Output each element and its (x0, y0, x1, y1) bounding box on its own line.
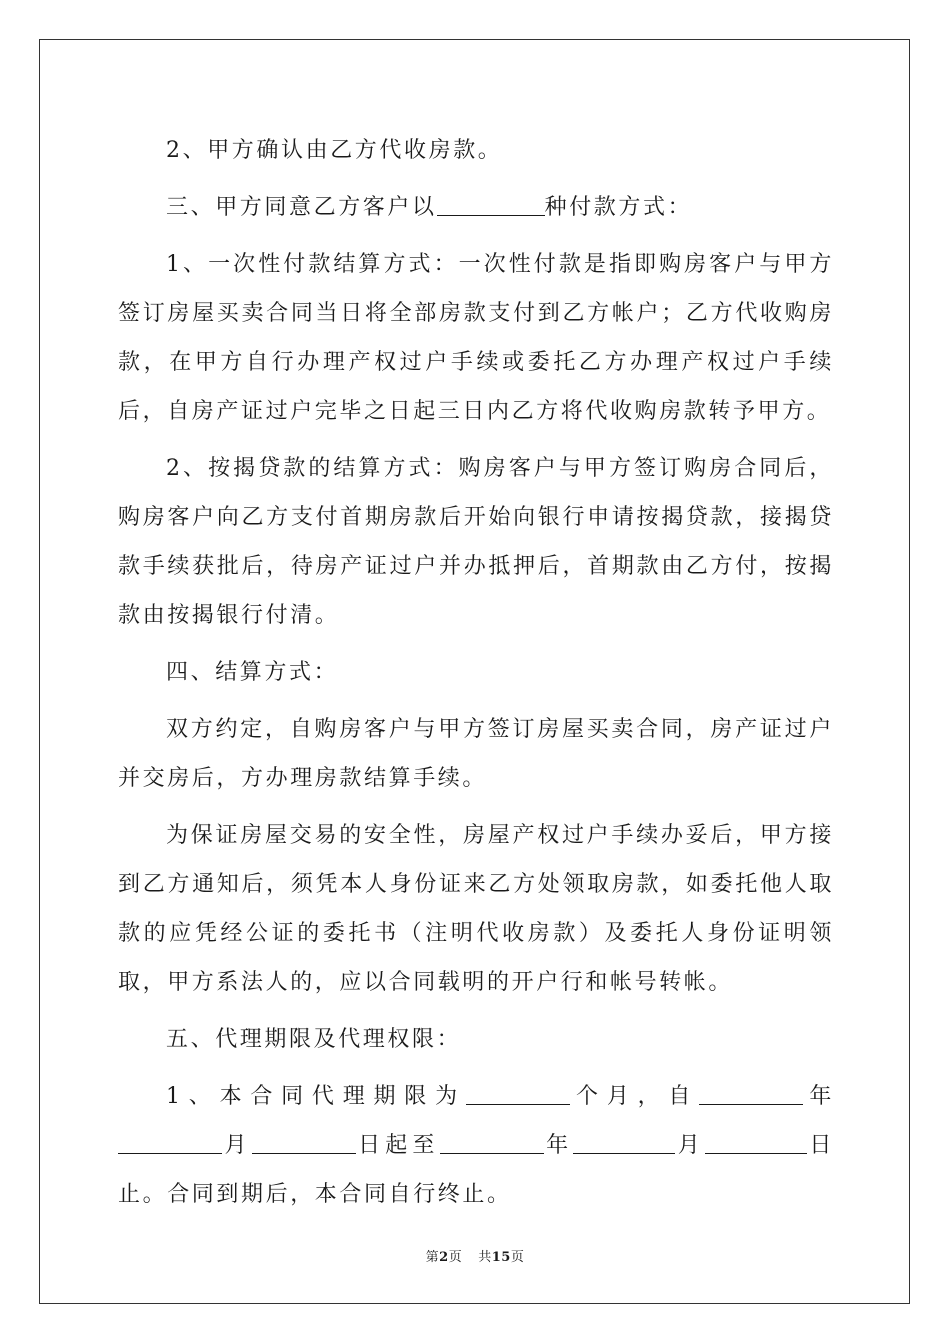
paragraph-lump-sum-payment: 1、一次性付款结算方式：一次性付款是指即购房客户与甲方签订房屋买卖合同当日将全部房款支付到乙方帐户；乙方代收购房款，在甲方自行办理产权过户手续或委托乙方办理产权过户手续后，自房产证过户完毕之日起三日内乙方将代收购房款转予甲方。 (118, 252, 834, 424)
footer-prefix: 第 (425, 1250, 440, 1265)
term-text-7: 月 (675, 1133, 705, 1158)
page-footer (0, 1246, 950, 1265)
paragraph-agency-term-heading: 五、代理期限及代理权限： (166, 1027, 462, 1052)
term-text-8: 日止。合同到期后，本合同自行终止。 (118, 1133, 834, 1207)
payment-methods-tail: 种付款方式： (544, 195, 693, 220)
term-text-6: 年 (543, 1133, 574, 1158)
footer-total-prefix: 共 (478, 1250, 492, 1265)
start-day-blank[interactable] (252, 1129, 356, 1154)
paragraph-mortgage-payment: 2、按揭贷款的结算方式：购房客户与甲方签订购房合同后，购房客户向乙方支付首期房款后开始向银行申请按揭贷款，接揭贷款手续获批后，待房产证过户并办抵押后，首期款由乙方付，按揭款由按揭银行付清。 (118, 456, 834, 628)
paragraph-agency-term (118, 1072, 834, 1219)
paragraph-settlement-agreement: 双方约定，自购房客户与甲方签订房屋买卖合同，房产证过户并交房后，方办理房款结算手续。 (118, 717, 834, 791)
document-body (118, 126, 834, 1219)
start-month-blank[interactable] (118, 1129, 222, 1154)
term-text-1: 1、本合同代理期限为 (166, 1084, 466, 1109)
end-year-blank[interactable] (440, 1129, 544, 1154)
footer-page-number: 2 (439, 1250, 449, 1265)
term-text-3: 年 (803, 1084, 835, 1109)
start-year-blank[interactable] (699, 1080, 803, 1105)
footer-total-suffix: 页 (510, 1250, 525, 1265)
payment-methods-blank[interactable] (437, 191, 545, 216)
end-month-blank[interactable] (573, 1129, 675, 1154)
footer-page-suffix: 页 (448, 1250, 463, 1265)
term-text-5: 日起至 (355, 1133, 440, 1158)
term-text-4: 月 (222, 1133, 252, 1158)
end-day-blank[interactable] (705, 1129, 807, 1154)
payment-methods-lead: 三、甲方同意乙方客户以 (166, 195, 437, 220)
paragraph-transaction-security: 为保证房屋交易的安全性，房屋产权过户手续办妥后，甲方接到乙方通知后，须凭本人身份证来乙方处领取房款，如委托他人取款的应凭经公证的委托书（注明代收房款）及委托人身份证明领取，甲方系法人的，应以合同载明的开户行和帐号转帐。 (118, 823, 834, 995)
term-text-2: 个月，自 (569, 1084, 700, 1109)
paragraph-payment-methods-heading (118, 183, 834, 232)
paragraph-settlement-heading: 四、结算方式： (166, 660, 339, 685)
term-months-blank[interactable] (466, 1080, 570, 1105)
footer-total-pages: 15 (491, 1250, 511, 1265)
paragraph-confirm-collection: 2、甲方确认由乙方代收房款。 (166, 138, 503, 163)
